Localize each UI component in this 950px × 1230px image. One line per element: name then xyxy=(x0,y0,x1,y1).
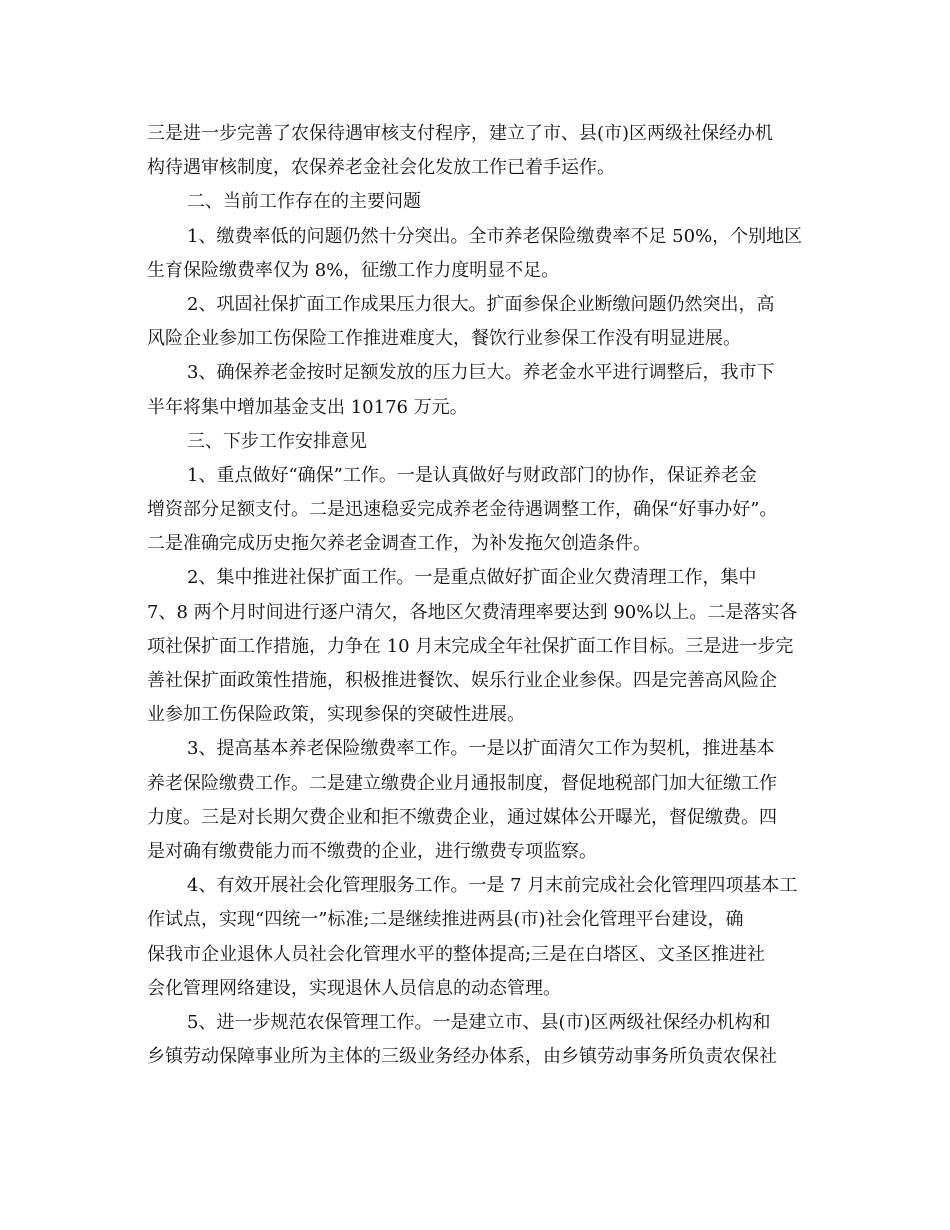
text-line: 会化管理网络建设，实现退休人员信息的动态管理。 xyxy=(147,977,561,999)
text-line: 项社保扩面工作措施，力争在 10 月末完成全年社保扩面工作目标。三是进一步完 xyxy=(147,635,794,657)
text-line: 保我市企业退休人员社会化管理水平的整体提高;三是在白塔区、文圣区推进社 xyxy=(147,943,766,965)
text-line: 善社保扩面政策性措施，积极推进餐饮、娱乐行业企业参保。四是完善高风险企 xyxy=(147,670,777,691)
text-line: 构待遇审核制度，农保养老金社会化发放工作已着手运作。 xyxy=(147,157,615,179)
text-line: 2、集中推进社保扩面工作。一是重点做好扩面企业欠费清理工作，集中 xyxy=(187,567,757,589)
text-line: 风险企业参加工伤保险工作推进难度大，餐饮行业参保工作没有明显进展。 xyxy=(147,328,741,350)
text-line: 乡镇劳动保障事业所为主体的三级业务经办体系，由乡镇劳动事务所负责农保社 xyxy=(147,1046,777,1068)
text-line: 1、重点做好“确保”工作。一是认真做好与财政部门的协作，保证养老金 xyxy=(187,464,757,486)
text-line: 三、下步工作安排意见 xyxy=(187,430,367,452)
text-line: 养老保险缴费工作。二是建立缴费企业月通报制度，督促地税部门加大征缴工作 xyxy=(147,772,777,794)
text-line: 二、当前工作存在的主要问题 xyxy=(187,191,421,213)
text-line: 3、提高基本养老保险缴费率工作。一是以扩面清欠工作为契机，推进基本 xyxy=(187,738,775,760)
text-line: 半年将集中增加基金支出 10176 万元。 xyxy=(147,396,468,418)
text-line: 生育保险缴费率仅为 8%，征缴工作力度明显不足。 xyxy=(147,259,560,281)
text-line: 二是准确完成历史拖欠养老金调查工作，为补发拖欠创造条件。 xyxy=(147,533,651,555)
text-line: 三是进一步完善了农保待遇审核支付程序，建立了市、县(市)区两级社保经办机 xyxy=(147,123,774,144)
text-line: 1、缴费率低的问题仍然十分突出。全市养老保险缴费率不足 50%，个别地区 xyxy=(187,225,803,247)
text-line: 作试点，实现“四统一”标准;二是继续推进两县(市)社会化管理平台建设，确 xyxy=(147,909,744,931)
text-line: 业参加工伤保险政策，实现参保的突破性进展。 xyxy=(147,704,525,726)
document-body xyxy=(147,117,807,1074)
text-line: 4、有效开展社会化管理服务工作。一是 7 月末前完成社会化管理四项基本工 xyxy=(187,875,798,897)
text-line: 5、进一步规范农保管理工作。一是建立市、县(市)区两级社保经办机构和 xyxy=(187,1011,771,1033)
text-line: 3、确保养老金按时足额发放的压力巨大。养老金水平进行调整后，我市下 xyxy=(187,362,775,384)
text-line: 力度。三是对长期欠费企业和拒不缴费企业，通过媒体公开曝光，督促缴费。四 xyxy=(147,806,777,828)
text-line: 增资部分足额支付。二是迅速稳妥完成养老金待遇调整工作，确保“好事办好”。 xyxy=(147,499,778,521)
text-line: 是对确有缴费能力而不缴费的企业，进行缴费专项监察。 xyxy=(147,840,597,862)
text-line: 7、8 两个月时间进行逐户清欠，各地区欠费清理率要达到 90%以上。二是落实各 xyxy=(147,601,798,623)
text-line: 2、巩固社保扩面工作成果压力很大。扩面参保企业断缴问题仍然突出，高 xyxy=(187,293,775,315)
